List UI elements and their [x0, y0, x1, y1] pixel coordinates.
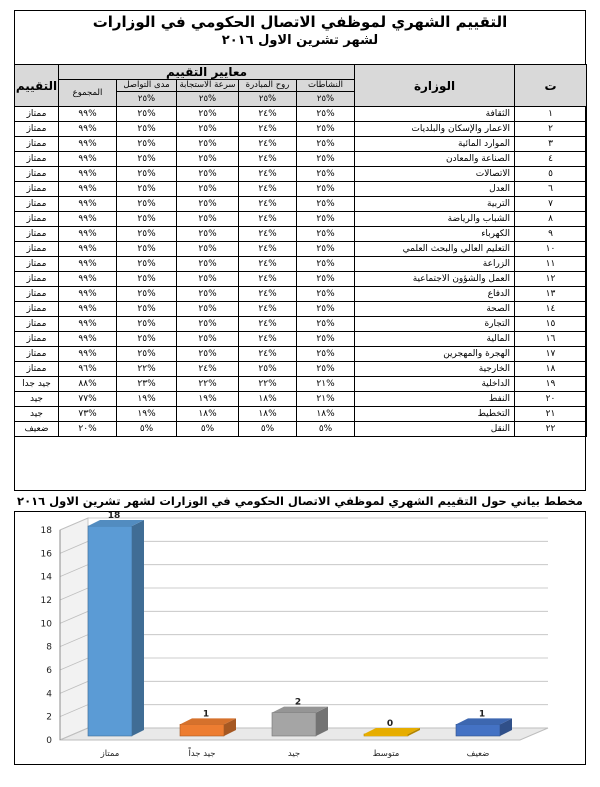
cell-speed: %٢٥: [177, 347, 239, 362]
cell-ministry: المالية: [355, 332, 515, 347]
weight-initiative: %٢٥: [239, 92, 297, 107]
table-row: [15, 107, 587, 122]
cell-total: %٩٩: [59, 302, 117, 317]
cell-communication: %٢٥: [117, 332, 177, 347]
cell-total: %٧٧: [59, 392, 117, 407]
cell-rating: ممتاز: [15, 152, 59, 167]
cell-communication: %٢٥: [117, 227, 177, 242]
cell-ministry: التخطيط: [355, 407, 515, 422]
cell-rating: ممتاز: [15, 212, 59, 227]
cell-speed: %٢٥: [177, 287, 239, 302]
cell-seq: ٩: [515, 227, 587, 242]
cell-rating: ممتاز: [15, 107, 59, 122]
bar-front: [88, 526, 132, 736]
cell-seq: ٣: [515, 137, 587, 152]
table-row: [15, 332, 587, 347]
cell-activities: %٢٥: [297, 152, 355, 167]
cell-initiative: %٢٤: [239, 332, 297, 347]
cell-activities: %٢٥: [297, 137, 355, 152]
cell-activities: %٢٥: [297, 197, 355, 212]
cell-initiative: %٢٤: [239, 227, 297, 242]
header-ministry: الوزارة: [355, 65, 515, 107]
cell-rating: ممتاز: [15, 137, 59, 152]
cell-total: %٩٩: [59, 152, 117, 167]
cell-seq: ٧: [515, 197, 587, 212]
bar-value-label: 2: [294, 697, 302, 708]
cell-communication: %٢٥: [117, 167, 177, 182]
cell-total: %٨٨: [59, 377, 117, 392]
cell-rating: ممتاز: [15, 167, 59, 182]
cell-speed: %٢٥: [177, 242, 239, 257]
cell-total: %٩٩: [59, 287, 117, 302]
cell-communication: %٢٥: [117, 257, 177, 272]
cell-seq: ١٧: [515, 347, 587, 362]
cell-speed: %٢٥: [177, 137, 239, 152]
cell-rating: ممتاز: [15, 257, 59, 272]
y-tick-label: 12: [40, 596, 52, 606]
cell-speed: %١٩: [177, 392, 239, 407]
cell-initiative: %٢٤: [239, 152, 297, 167]
bar-front: [456, 724, 500, 736]
cell-seq: ١٩: [515, 377, 587, 392]
bar-value-label: 1: [478, 709, 486, 720]
cell-activities: %٢٥: [297, 257, 355, 272]
table-row: [15, 257, 587, 272]
cell-initiative: %٢٤: [239, 242, 297, 257]
header-seq: ت: [515, 65, 587, 107]
x-category-label: ضعيف: [466, 749, 490, 759]
cell-ministry: النفط: [355, 392, 515, 407]
cell-seq: ٢: [515, 122, 587, 137]
cell-total: %٩٩: [59, 122, 117, 137]
x-category-label: متوسط: [372, 749, 400, 759]
bar-value-label: 1: [202, 709, 210, 720]
header-rating: التقييم: [15, 65, 59, 107]
cell-speed: %٢٥: [177, 257, 239, 272]
cell-activities: %٢١: [297, 377, 355, 392]
header-total: المجموع: [59, 80, 117, 107]
cell-speed: %٢٥: [177, 272, 239, 287]
table-row: [15, 242, 587, 257]
cell-activities: %٢٥: [297, 332, 355, 347]
cell-communication: %٥: [117, 422, 177, 437]
cell-speed: %٢٢: [177, 377, 239, 392]
cell-ministry: الاعمار والإسكان والبلديات: [355, 122, 515, 137]
cell-total: %٩٩: [59, 317, 117, 332]
cell-speed: %٢٥: [177, 152, 239, 167]
cell-communication: %٢٥: [117, 347, 177, 362]
header-speed: سرعة الاستجابة: [177, 80, 239, 92]
cell-activities: %٢٥: [297, 212, 355, 227]
cell-total: %٩٩: [59, 137, 117, 152]
header-communication: مدى التواصل: [117, 80, 177, 92]
cell-communication: %٢٥: [117, 302, 177, 317]
cell-ministry: الاتصالات: [355, 167, 515, 182]
y-tick-label: 14: [40, 572, 52, 583]
cell-initiative: %٢٤: [239, 197, 297, 212]
cell-initiative: %٢٥: [239, 362, 297, 377]
cell-initiative: %٢٢: [239, 377, 297, 392]
cell-activities: %٢٥: [297, 302, 355, 317]
cell-rating: ممتاز: [15, 302, 59, 317]
cell-seq: ١٣: [515, 287, 587, 302]
cell-seq: ١٢: [515, 272, 587, 287]
cell-communication: %٢٥: [117, 212, 177, 227]
cell-seq: ٢٢: [515, 422, 587, 437]
cell-activities: %٢٥: [297, 167, 355, 182]
cell-initiative: %٢٤: [239, 272, 297, 287]
cell-ministry: الموارد المائية: [355, 137, 515, 152]
cell-total: %٩٩: [59, 167, 117, 182]
table-row: [15, 317, 587, 332]
cell-activities: %٢١: [297, 392, 355, 407]
cell-seq: ٥: [515, 167, 587, 182]
cell-seq: ١٥: [515, 317, 587, 332]
header-initiative: روح المبادرة: [239, 80, 297, 92]
x-category-label: جيد جداً: [188, 749, 216, 759]
table-row: [15, 362, 587, 377]
cell-ministry: الشباب والرياضة: [355, 212, 515, 227]
table-row: [15, 212, 587, 227]
cell-total: %٩٩: [59, 272, 117, 287]
cell-total: %٩٩: [59, 242, 117, 257]
cell-total: %٩٩: [59, 257, 117, 272]
weight-communication: %٢٥: [117, 92, 177, 107]
cell-rating: ممتاز: [15, 242, 59, 257]
cell-activities: %٢٥: [297, 242, 355, 257]
cell-speed: %٢٥: [177, 332, 239, 347]
cell-ministry: الهجرة والمهجرين: [355, 347, 515, 362]
y-tick-label: 16: [40, 549, 52, 560]
x-category-label: جيد: [287, 749, 301, 759]
cell-communication: %٢٥: [117, 152, 177, 167]
header-criteria: معايير التقييم: [59, 65, 355, 80]
cell-seq: ١١: [515, 257, 587, 272]
cell-activities: %٢٥: [297, 182, 355, 197]
cell-speed: %٥: [177, 422, 239, 437]
table-row: [15, 422, 587, 437]
cell-activities: %٢٥: [297, 122, 355, 137]
cell-speed: %٢٥: [177, 212, 239, 227]
cell-seq: ١٠: [515, 242, 587, 257]
cell-rating: جيد: [15, 407, 59, 422]
cell-rating: ممتاز: [15, 347, 59, 362]
table-row: [15, 122, 587, 137]
y-tick-label: 0: [46, 736, 52, 746]
cell-ministry: الخارجية: [355, 362, 515, 377]
cell-communication: %٢٥: [117, 197, 177, 212]
cell-activities: %٢٥: [297, 317, 355, 332]
cell-initiative: %٢٤: [239, 212, 297, 227]
cell-total: %٩٩: [59, 107, 117, 122]
cell-activities: %٢٥: [297, 362, 355, 377]
cell-speed: %٢٥: [177, 302, 239, 317]
cell-ministry: التعليم العالي والبحث العلمي: [355, 242, 515, 257]
x-category-label: ممتاز: [100, 749, 120, 759]
cell-initiative: %٢٤: [239, 107, 297, 122]
cell-seq: ٢١: [515, 407, 587, 422]
cell-total: %٩٩: [59, 197, 117, 212]
cell-rating: ممتاز: [15, 362, 59, 377]
cell-seq: ١٨: [515, 362, 587, 377]
cell-total: %٩٩: [59, 227, 117, 242]
cell-ministry: الكهرباء: [355, 227, 515, 242]
cell-communication: %٢٣: [117, 377, 177, 392]
cell-activities: %٥: [297, 422, 355, 437]
cell-ministry: الثقافة: [355, 107, 515, 122]
cell-rating: جيد: [15, 392, 59, 407]
cell-total: %٢٠: [59, 422, 117, 437]
cell-communication: %٢٥: [117, 287, 177, 302]
bar-front: [364, 734, 408, 736]
bar-side: [132, 520, 144, 736]
cell-ministry: العدل: [355, 182, 515, 197]
cell-initiative: %١٨: [239, 407, 297, 422]
table-row: [15, 347, 587, 362]
cell-total: %٩٦: [59, 362, 117, 377]
bar-front: [272, 713, 316, 736]
cell-communication: %٢٥: [117, 272, 177, 287]
y-tick-label: 4: [46, 689, 52, 700]
cell-total: %٩٩: [59, 332, 117, 347]
cell-ministry: الدفاع: [355, 287, 515, 302]
cell-communication: %١٩: [117, 407, 177, 422]
cell-total: %٩٩: [59, 212, 117, 227]
cell-ministry: التجارة: [355, 317, 515, 332]
table-row: [15, 197, 587, 212]
cell-speed: %٢٥: [177, 317, 239, 332]
cell-initiative: %٢٤: [239, 257, 297, 272]
table-row: [15, 167, 587, 182]
table-row: [15, 182, 587, 197]
cell-speed: %٢٥: [177, 227, 239, 242]
cell-initiative: %٢٤: [239, 317, 297, 332]
cell-initiative: %٥: [239, 422, 297, 437]
title-line-2: لشهر تشرين الاول ٢٠١٦: [221, 33, 379, 48]
cell-rating: ضعيف: [15, 422, 59, 437]
cell-seq: ٢٠: [515, 392, 587, 407]
cell-ministry: التربية: [355, 197, 515, 212]
header-activities: النشاطات: [297, 80, 355, 92]
cell-activities: %٢٥: [297, 287, 355, 302]
y-tick-label: 6: [46, 666, 52, 676]
cell-speed: %٢٥: [177, 167, 239, 182]
cell-seq: ٨: [515, 212, 587, 227]
cell-rating: ممتاز: [15, 197, 59, 212]
cell-initiative: %١٨: [239, 392, 297, 407]
cell-communication: %٢٥: [117, 317, 177, 332]
cell-communication: %٢٥: [117, 122, 177, 137]
cell-rating: ممتاز: [15, 227, 59, 242]
cell-speed: %٢٥: [177, 122, 239, 137]
table-row: [15, 287, 587, 302]
cell-activities: %٢٥: [297, 227, 355, 242]
cell-total: %٩٩: [59, 182, 117, 197]
cell-rating: ممتاز: [15, 272, 59, 287]
cell-rating: ممتاز: [15, 317, 59, 332]
cell-activities: %١٨: [297, 407, 355, 422]
cell-rating: ممتاز: [15, 287, 59, 302]
rating-distribution-chart: [15, 512, 585, 764]
cell-speed: %٢٥: [177, 107, 239, 122]
cell-activities: %٢٥: [297, 272, 355, 287]
cell-rating: ممتاز: [15, 122, 59, 137]
y-tick-label: 8: [46, 642, 52, 653]
cell-activities: %٢٥: [297, 107, 355, 122]
chart-title: مخطط بياني حول التقييم الشهري لموظفي الاتصال الحكومي في الوزارات لشهر تشرين الاول ٢٠١٦: [14, 490, 586, 512]
cell-initiative: %٢٤: [239, 347, 297, 362]
weight-activities: %٢٥: [297, 92, 355, 107]
cell-initiative: %٢٤: [239, 302, 297, 317]
table-row: [15, 407, 587, 422]
cell-seq: ٦: [515, 182, 587, 197]
y-tick-label: 18: [40, 526, 52, 536]
cell-seq: ١٤: [515, 302, 587, 317]
cell-speed: %٢٤: [177, 362, 239, 377]
cell-initiative: %٢٤: [239, 137, 297, 152]
title-line-1: التقييم الشهري لموظفي الاتصال الحكومي في الوزارات: [92, 13, 508, 31]
cell-ministry: الزراعة: [355, 257, 515, 272]
cell-ministry: الصحة: [355, 302, 515, 317]
table-row: [15, 392, 587, 407]
y-tick-label: 10: [40, 619, 52, 630]
cell-ministry: الصناعة والمعادن: [355, 152, 515, 167]
document-title: [14, 12, 586, 50]
cell-communication: %١٩: [117, 392, 177, 407]
table-row: [15, 152, 587, 167]
cell-communication: %٢٢: [117, 362, 177, 377]
cell-initiative: %٢٤: [239, 167, 297, 182]
cell-ministry: الداخلية: [355, 377, 515, 392]
bar-value-label: 18: [107, 512, 121, 521]
cell-seq: ٤: [515, 152, 587, 167]
table-row: [15, 377, 587, 392]
table-row: [15, 272, 587, 287]
y-tick-label: 2: [46, 712, 52, 723]
cell-speed: %٢٥: [177, 197, 239, 212]
cell-total: %٩٩: [59, 347, 117, 362]
cell-ministry: العمل والشؤون الاجتماعية: [355, 272, 515, 287]
table-body: [15, 107, 587, 437]
cell-seq: ١: [515, 107, 587, 122]
bar-value-label: 0: [386, 719, 394, 729]
cell-communication: %٢٥: [117, 242, 177, 257]
cell-activities: %٢٥: [297, 347, 355, 362]
cell-ministry: النقل: [355, 422, 515, 437]
cell-communication: %٢٥: [117, 137, 177, 152]
cell-total: %٧٣: [59, 407, 117, 422]
cell-initiative: %٢٤: [239, 182, 297, 197]
cell-initiative: %٢٤: [239, 287, 297, 302]
cell-rating: ممتاز: [15, 332, 59, 347]
bar-front: [180, 724, 224, 736]
weight-speed: %٢٥: [177, 92, 239, 107]
cell-seq: ١٦: [515, 332, 587, 347]
table-row: [15, 302, 587, 317]
cell-rating: جيد جدا: [15, 377, 59, 392]
cell-communication: %٢٥: [117, 107, 177, 122]
evaluation-table: [14, 64, 587, 437]
table-row: [15, 227, 587, 242]
cell-communication: %٢٥: [117, 182, 177, 197]
cell-speed: %١٨: [177, 407, 239, 422]
cell-initiative: %٢٤: [239, 122, 297, 137]
cell-speed: %٢٥: [177, 182, 239, 197]
cell-rating: ممتاز: [15, 182, 59, 197]
table-row: [15, 137, 587, 152]
